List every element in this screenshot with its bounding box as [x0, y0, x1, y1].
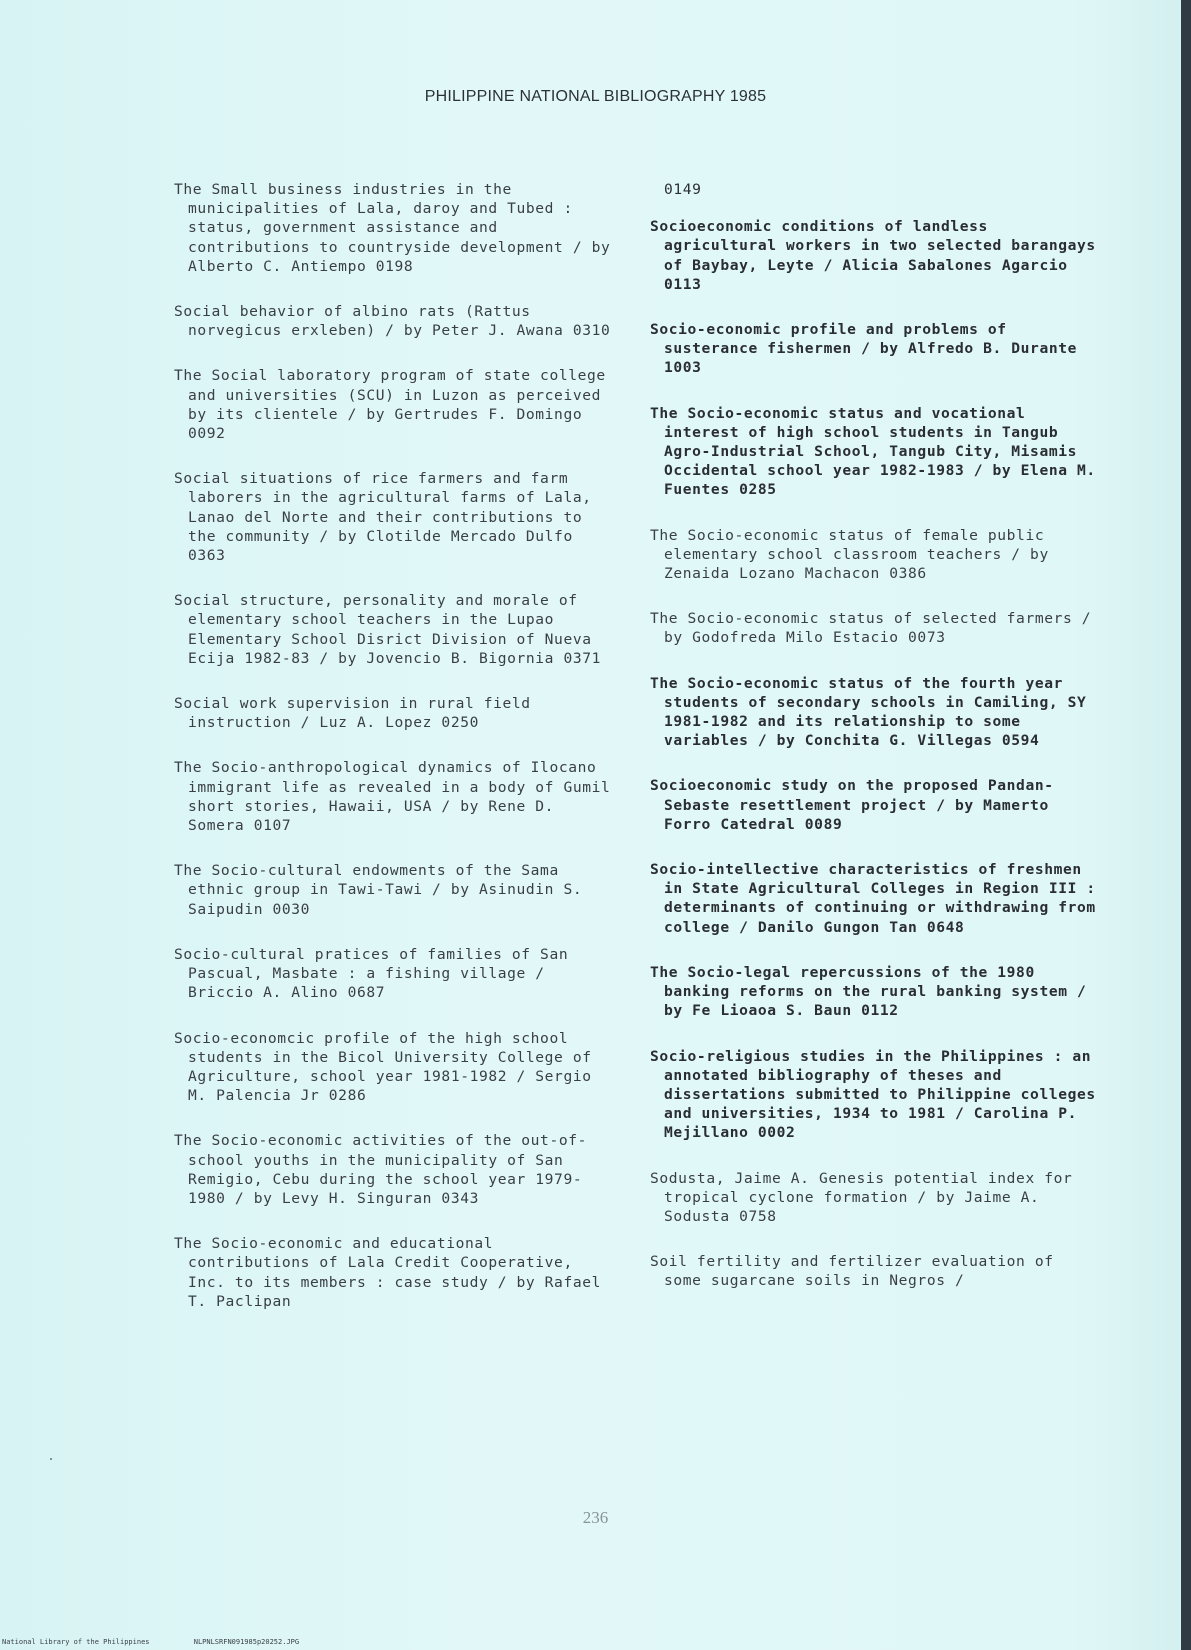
- bibliography-entry: Social work supervision in rural field instruction / Luz A. Lopez 0250: [174, 695, 541, 732]
- bibliography-entry: Socio-religious studies in the Philippines : an annotated bibliography of theses and dissertations submitted to Philippine colleges and universities, 1934 to 1981 / Carolina P. Mejillano 0002: [650, 1047, 1106, 1142]
- bibliography-entry: The Socio-economic status of female public elementary school classroom teachers / by Zenaida Lozano Machacon 0386: [650, 526, 1059, 583]
- bibliography-entry: The Small business industries in the municipalities of Lala, daroy and Tubed : status, government assistance and contributions to countryside development / by Alberto C. Antiempo 0198: [174, 181, 620, 275]
- bibliography-entry: The Socio-legal repercussions of the 1980 banking reforms on the rural banking system / by Fe Lioaoa S. Baun 0112: [650, 963, 1096, 1020]
- bibliography-entry: Socio-economic profile and problems of susterance fishermen / by Alfredo B. Durante 1003: [650, 321, 1087, 377]
- page-number: 236: [582, 1508, 609, 1527]
- bibliography-entry: Soil fertility and fertilizer evaluation of some sugarcane soils in Negros /: [650, 1253, 1063, 1290]
- scan-footer: [2, 1638, 339, 1646]
- bibliography-entry: Social behavior of albino rats (Rattus norvegicus erxleben) / by Peter J. Awana 0310: [174, 303, 611, 340]
- bibliography-entry: The Socio-economic and educational contributions of Lala Credit Cooperative, Inc. to its members : case study / by Rafael T. Paclipan: [174, 1235, 611, 1310]
- left-column: [174, 180, 620, 1337]
- bibliography-entry: Socio-economcic profile of the high school students in the Bicol University College of Agriculture, school year 1981-1982 / Sergio M. Palencia Jr 0286: [174, 1029, 601, 1105]
- footer-library: National Library of the Philippines: [2, 1638, 150, 1646]
- bibliography-entry: Socio-cultural pratices of families of San Pascual, Masbate : a fishing village / Briccio A. Alino 0687: [174, 945, 578, 1002]
- bibliography-entry: Social structure, personality and morale of elementary school teachers in the Lupao Elementary School Disrict Division of Nueva Ecija 1982-83 / by Jovencio B. Bigornia 0371: [174, 592, 601, 667]
- running-header: PHILIPPINE NATIONAL BIBLIOGRAPHY 1985: [424, 88, 767, 105]
- bibliography-entry: The Socio-economic activities of the out-of-school youths in the municipality of San Remigio, Cebu during the school year 1979-1980 / by Levy H. Singuran 0343: [174, 1132, 587, 1207]
- footer-file: NLPNLSRFN091985p20252.JPG: [193, 1638, 300, 1646]
- right-column: [650, 180, 1106, 1317]
- bibliography-entry: The Socio-anthropological dynamics of Ilocano immigrant life as revealed in a body of Gumil short stories, Hawaii, USA / by Rene D. Somera 0107: [174, 759, 620, 835]
- bibliography-entry: The Socio-economic status of the fourth year students of secondary schools in Camiling, SY 1981-1982 and its relationship to some variables / by Conchita G. Villegas 0594: [650, 674, 1096, 750]
- scan-edge: [1181, 0, 1191, 1650]
- scan-speck: [50, 1458, 52, 1460]
- bibliography-entry: Socioeconomic study on the proposed Pandan-Sebaste resettlement project / by Mamerto Forro Catedral 0089: [650, 777, 1059, 833]
- bibliography-entry: Socio-intellective characteristics of freshmen in State Agricultural Colleges in Region III : determinants of continuing or withdrawing from college / Danilo Gungon Tan 0648: [650, 861, 1106, 936]
- entry-continuation: 0149: [664, 181, 702, 198]
- bibliography-entry: The Socio-economic status and vocational interest of high school students in Tangub Agro-Industrial School, Tangub City, Misamis Occidental school year 1982-1983 / by Elena M. Fuentes 0285: [650, 404, 1106, 499]
- bibliography-entry: Socioeconomic conditions of landless agricultural workers in two selected barangays of Baybay, Leyte / Alicia Sabalones Agarcio 0113: [650, 218, 1106, 293]
- bibliography-entry: The Socio-cultural endowments of the Sama ethnic group in Tawi-Tawi / by Asinudin S. Saipudin 0030: [174, 862, 592, 918]
- bibliography-entry: The Social laboratory program of state college and universities (SCU) in Luzon as perceived by its clientele / by Gertrudes F. Domingo 0092: [174, 367, 616, 443]
- bibliography-entry: The Socio-economic status of selected farmers / by Godofreda Milo Estacio 0073: [650, 610, 1101, 647]
- bibliography-entry: Social situations of rice farmers and farm laborers in the agricultural farms of Lala, Lanao del Norte and their contributions to the community / by Clotilde Mercado Dulfo 0363: [174, 470, 601, 565]
- bibliography-entry: Sodusta, Jaime A. Genesis potential index for tropical cyclone formation / by Jaime A. Sodusta 0758: [650, 1169, 1082, 1225]
